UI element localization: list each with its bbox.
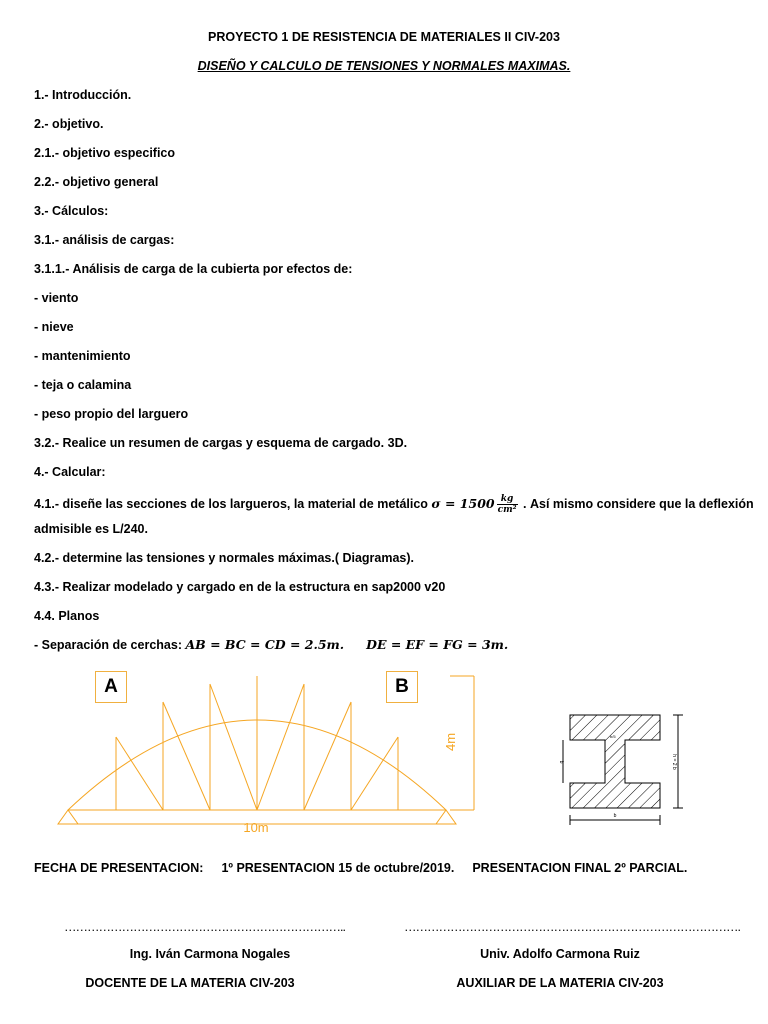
unit-numerator: kg xyxy=(497,494,518,505)
teacher-role: DOCENTE DE LA MATERIA CIV-203 xyxy=(85,976,295,990)
signature-line-left: ……………………………………………………………….. xyxy=(64,920,345,934)
assistant-role: AUXILIAR DE LA MATERIA CIV-203 xyxy=(456,976,664,990)
presentation-first: 1º PRESENTACION 15 de octubre/2019. xyxy=(221,861,455,875)
outline-item: 3.2.- Realice un resumen de cargas y esquema de cargado. 3D. xyxy=(34,436,408,450)
presentation-line xyxy=(34,861,687,875)
unit-denominator: cm² xyxy=(497,505,517,515)
truss-separation xyxy=(34,637,508,652)
left-support-icon xyxy=(58,810,78,824)
outline-item: 4.2.- determine las tensiones y normales máximas.( Diagramas). xyxy=(34,551,415,565)
outline-item: 3.1.1.- Análisis de carga de la cubierta por efectos de: xyxy=(34,262,353,276)
point-a-label: A xyxy=(95,671,127,703)
section-web-label: b xyxy=(558,760,564,764)
outline-item: - peso propio del larguero xyxy=(34,407,189,421)
span-label: 10m xyxy=(243,820,269,835)
outline-item: 4.- Calcular: xyxy=(34,465,106,479)
outline-item: 3.- Cálculos: xyxy=(34,204,109,218)
separation-prefix: - Separación de cerchas: xyxy=(34,638,186,652)
outline-item: 1.- Introducción. xyxy=(34,88,132,102)
separation-eq1: AB = BC = CD = 2.5m. xyxy=(185,637,345,652)
section-height-label: h = 2 b xyxy=(671,754,677,770)
section-top-label: b/5 xyxy=(610,734,616,739)
assistant-name: Univ. Adolfo Carmona Ruiz xyxy=(480,947,640,961)
right-support-icon xyxy=(436,810,456,824)
item-4-1-prefix: 4.1.- diseñe las secciones de los largueros, la material de metálico xyxy=(34,496,432,511)
outline-item: 2.2.- objetivo general xyxy=(34,175,159,189)
outline-item: 2.- objetivo. xyxy=(34,117,104,131)
separation-eq2: DE = EF = FG = 3m. xyxy=(366,637,509,652)
item-4-1-suffix: . Así mismo considere que la deflexión xyxy=(519,496,754,511)
sigma-formula: σ = 1500 xyxy=(431,495,495,511)
document-title: PROYECTO 1 DE RESISTENCIA DE MATERIALES II CIV-203 xyxy=(208,30,560,44)
height-label: 4m xyxy=(443,732,458,752)
unit-fraction xyxy=(497,494,518,515)
outline-item: 3.1.- análisis de cargas: xyxy=(34,233,175,247)
point-b-label: B xyxy=(386,671,418,703)
document-subtitle: DISEÑO Y CALCULO DE TENSIONES Y NORMALES MAXIMAS. xyxy=(197,59,571,73)
outline-item: 2.1.- objetivo especifico xyxy=(34,146,176,160)
presentation-label: FECHA DE PRESENTACION: xyxy=(34,861,204,875)
outline-item: 4.4. Planos xyxy=(34,609,100,623)
outline-item: - teja o calamina xyxy=(34,378,132,392)
item-4-1-line2: admisible es L/240. xyxy=(34,522,148,536)
outline-item: - viento xyxy=(34,291,79,305)
presentation-final: PRESENTACION FINAL 2º PARCIAL. xyxy=(472,861,688,875)
outline-item: 4.3.- Realizar modelado y cargado en de la estructura en sap2000 v20 xyxy=(34,580,446,594)
outline-item: - mantenimiento xyxy=(34,349,131,363)
signature-line-right: ……………………………………………………………………………. xyxy=(404,920,740,934)
outline-item: - nieve xyxy=(34,320,74,334)
item-4-1 xyxy=(34,494,754,515)
teacher-name: Ing. Iván Carmona Nogales xyxy=(129,947,291,961)
section-width-label: b xyxy=(613,813,617,819)
i-section-diagram xyxy=(550,705,690,830)
i-beam-section xyxy=(570,715,660,808)
